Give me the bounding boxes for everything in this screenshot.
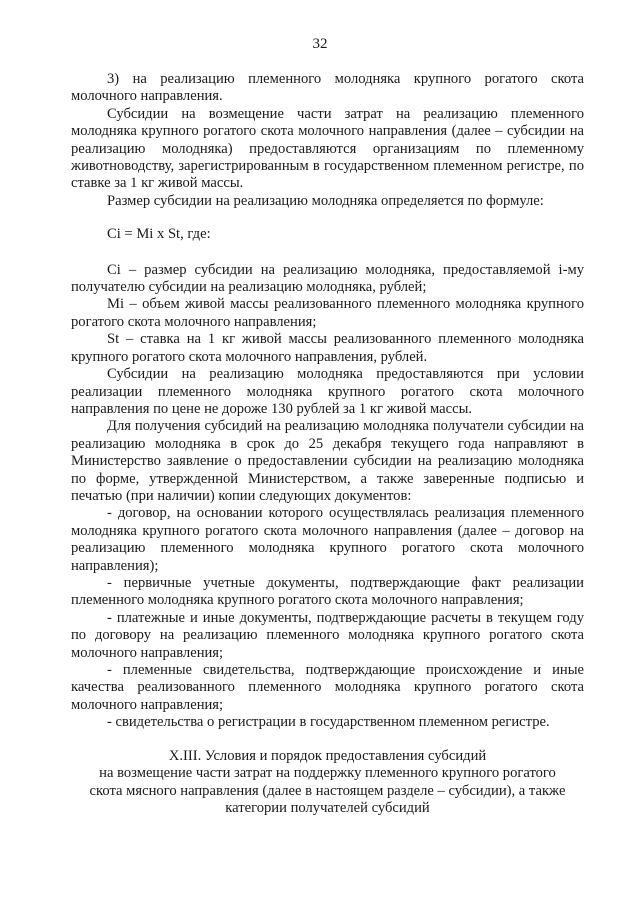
document-list-item: - договор, на основании которого осуществлялась реализация племенного молодняка крупного рогатого скота молочного направления (далее – договор на реализацию племенного молодняка крупного рогатого скота молочного направления);	[71, 505, 584, 574]
section-heading	[71, 748, 584, 818]
section-heading-line: X.III. Условия и порядок предоставления субсидий	[168, 748, 487, 764]
paragraph-application-procedure: Для получения субсидий на реализацию молодняка получатели субсидии на реализацию молодняка в срок до 25 декабря текущего года направляют в Министерство заявление о предоставлении субсидии на реализацию молодняка по форме, утвержденной Министерством, а также заверенные подписью и печатью (при наличии) копии следующих документов:	[71, 418, 584, 504]
definition-st: St – ставка на 1 кг живой массы реализованного племенного молодняка крупного рогатого скота молочного направления, рублей.	[71, 331, 584, 365]
document-list-item: - первичные учетные документы, подтверждающие факт реализации племенного молодняка крупного рогатого скота молочного направления;	[71, 574, 584, 609]
page-number: 32	[312, 36, 328, 52]
document-body	[71, 71, 584, 732]
paragraph-subsidy-description: Субсидии на возмещение части затрат на реализацию племенного молодняка крупного рогатого скота молочного направления (далее – субсидии на реализацию молодняка) предоставляются организациям по племенному животноводству, зарегистрированным в государственном племенном регистре, по ставке за 1 кг живой массы.	[71, 105, 584, 192]
paragraph-formula-intro: Размер субсидии на реализацию молодняка определяется по формуле:	[107, 192, 544, 209]
document-list-item: - племенные свидетельства, подтверждающие происхождение и иные качества реализованного племенного молодняка крупного рогатого скота молочного направления;	[71, 662, 584, 713]
definition-ci: Ci – размер субсидии на реализацию молодняка, предоставляемой i-му получателю субсидии на реализацию молодняка, рублей;	[71, 261, 584, 296]
document-list-item: - платежные и иные документы, подтверждающие расчеты в текущем году по договору на реализацию племенного молодняка крупного рогатого скота молочного направления;	[71, 609, 584, 661]
paragraph-item-3: 3) на реализацию племенного молодняка крупного рогатого скота молочного направления.	[71, 71, 584, 105]
definition-mi: Mi – объем живой массы реализованного племенного молодняка крупного рогатого скота молочного направления;	[71, 296, 584, 330]
formula: Ci = Mi x St, где:	[107, 226, 211, 243]
section-heading-line: скота мясного направления (далее в настоящем разделе – субсидии), а также	[89, 782, 566, 799]
document-list-item: - свидетельства о регистрации в государственном племенном регистре.	[107, 714, 550, 731]
section-heading-line: категории получателей субсидий	[225, 800, 430, 817]
section-heading-line: на возмещение части затрат на поддержку племенного крупного рогатого	[99, 765, 556, 782]
paragraph-price-condition: Субсидии на реализацию молодняка предоставляются при условии реализации племенного молодняка крупного рогатого скота молочного направления по цене не дороже 130 рублей за 1 кг живой массы.	[71, 366, 584, 417]
